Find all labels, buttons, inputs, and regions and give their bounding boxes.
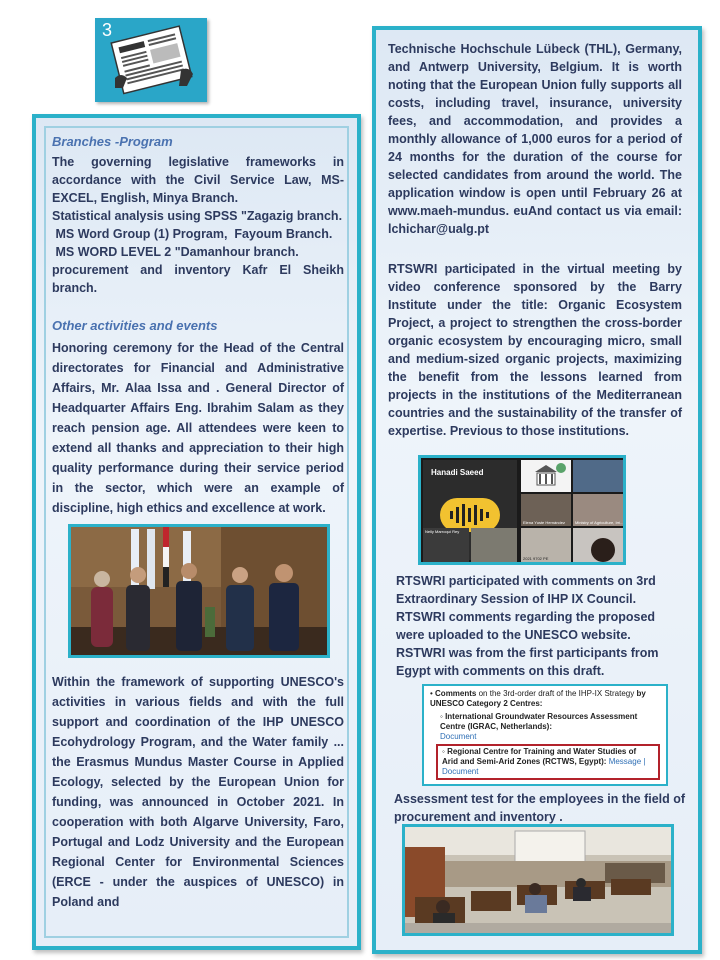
issue-number: 3 [102,20,113,40]
left-column [32,114,361,950]
video-tile [521,460,571,492]
video-tile [521,494,571,526]
newspaper-reader-icon [95,18,207,102]
assessment-test-photo [402,824,674,936]
ihp-line: RTSWRI participated with comments on 3rd Extraordinary Session of IHP IX Council. [396,574,656,606]
video-tile [471,528,517,562]
meeting-text: RTSWRI participated in the virtual meeting by video conference sponsored by the Barry Institute under the title: Organic Ecosystem Project, a project to strengthen the cross-border organic ecosystem by encouraging micro, small and medium-sized organic projects, maximizing the benefit from the lessons learned from projects in the institutions of the Mediterranean countries and the sustainability of the transfer of expertise. Previous to those institutions. [388,262,682,438]
activities-heading: Other activities and events [52,318,218,333]
ihp-line: RSTWRI was from the first participants from Egypt with comments on this draft. [396,646,659,678]
snippet-item-igrac: ◦ International Groundwater Resources Assessment Centre (IGRAC, Netherlands): Document [440,712,638,741]
right-column [372,26,702,954]
activities-text: Honoring ceremony for the Head of the Central directorates for Financial and Administrative Affairs, Mr. Alaa Issa and . General Director of Headquarter Affairs Eng. Ibrahim Salam as they reach pension age. All attendees were keen to extend all thanks and appreciation to their high quality performance during their service period in the sector, which were an example of discipline, high ethics and excellence at work. [52,341,344,515]
branch-item: MS WORD LEVEL 2 "Damanhour branch. [52,245,299,259]
snippet-intro-bold: Comments [435,689,477,698]
video-tile-caption: Nelly Marroquí Rey [425,529,460,534]
video-tile-caption: 2021 9702 PE [523,556,549,561]
ihp-comments [396,572,686,680]
honoring-ceremony-photo [68,524,330,658]
erasmus-text: Within the framework of supporting UNESCO's activities in various fields and with the full support and coordination of the IHP UNESCO Ecohydrology Program, and the Water family ... the Erasmus Mundus Master Course in Applied Ecology, selected by the European Union for funding, was announced in October 2021. In cooperation with both Algarve University, Faro, Portugal and Lodz University and the European Regional Center for Environmental Sciences (ERCE - under the auspices of UNESCO) in Poland and [52,675,344,909]
video-tile [573,528,625,562]
branch-item: The governing legislative frameworks in accordance with the Civil Service Law, MS-EXCEL, English, Minya Branch. [52,155,344,205]
video-tile-caption: Elena Yuste Hernández [523,520,565,525]
unesco-logo-icon [521,460,571,492]
participant-name: Hanadi Saeed [431,468,484,477]
video-tile [521,528,571,562]
snippet-item-title: Regional Centre for Training and Water Studies of Arid and Semi-Arid Zones (RCTWS, Egypt): [442,747,637,766]
snippet-document-link[interactable]: Document [440,732,477,741]
snippet-message-document-link[interactable]: Message | Document [442,757,646,776]
video-tile [573,460,625,492]
snippet-intro-rest: on the 3rd-order draft of the IHP-IX Strategy [476,689,637,698]
branch-item: MS Word Group (1) Program, Fayoum Branch. [52,227,333,241]
video-tile [573,494,625,526]
snippet-item-title: International Groundwater Resources Assessment Centre (IGRAC, Netherlands): [440,712,638,731]
newspaper-logo [95,18,207,102]
audio-waveform-icon [440,498,500,532]
unesco-comments-snippet [422,684,668,786]
video-conference-screenshot [418,455,626,565]
ihp-line: RTSWRI comments regarding the proposed were uploaded to the UNESCO website. [396,610,656,642]
branches-list [52,153,344,297]
branches-heading: Branches -Program [52,134,173,149]
erasmus-continuation-text: Technische Hochschule Lübeck (THL), Germany, and Antwerp University, Belgium. It is worth noting that the European Union fully supports all costs, including travel, insurance, university fees, and accommodation, and provides a monthly allowance of 1,000 euros for a period of 24 months for the duration of the course for selected candidates from around the world. The application window is open until February 26 at www.maeh-mundus. euAnd contact us via email: lchichar@ualg.pt [388,42,682,236]
video-tile-caption: Ministry of Agriculture, Irri... [575,520,624,525]
snippet-intro: • Comments on the 3rd-order draft of the IHP-IX Strategy by UNESCO Category 2 Centres: [430,689,646,708]
branch-item: Statistical analysis using SPSS "Zagazig branch. [52,209,343,223]
snippet-item-rctws: ◦ Regional Centre for Training and Water Studies of Arid and Semi-Arid Zones (RCTWS, Egypt): Message | Document [436,744,660,780]
video-tile [423,528,469,562]
assessment-text: Assessment test for the employees in the field of procurement and inventory . [394,792,686,824]
branch-item: procurement and inventory Kafr El Sheikh branch. [52,263,344,295]
snippet-intro-by: by UNESCO Category 2 Centres: [430,689,646,708]
